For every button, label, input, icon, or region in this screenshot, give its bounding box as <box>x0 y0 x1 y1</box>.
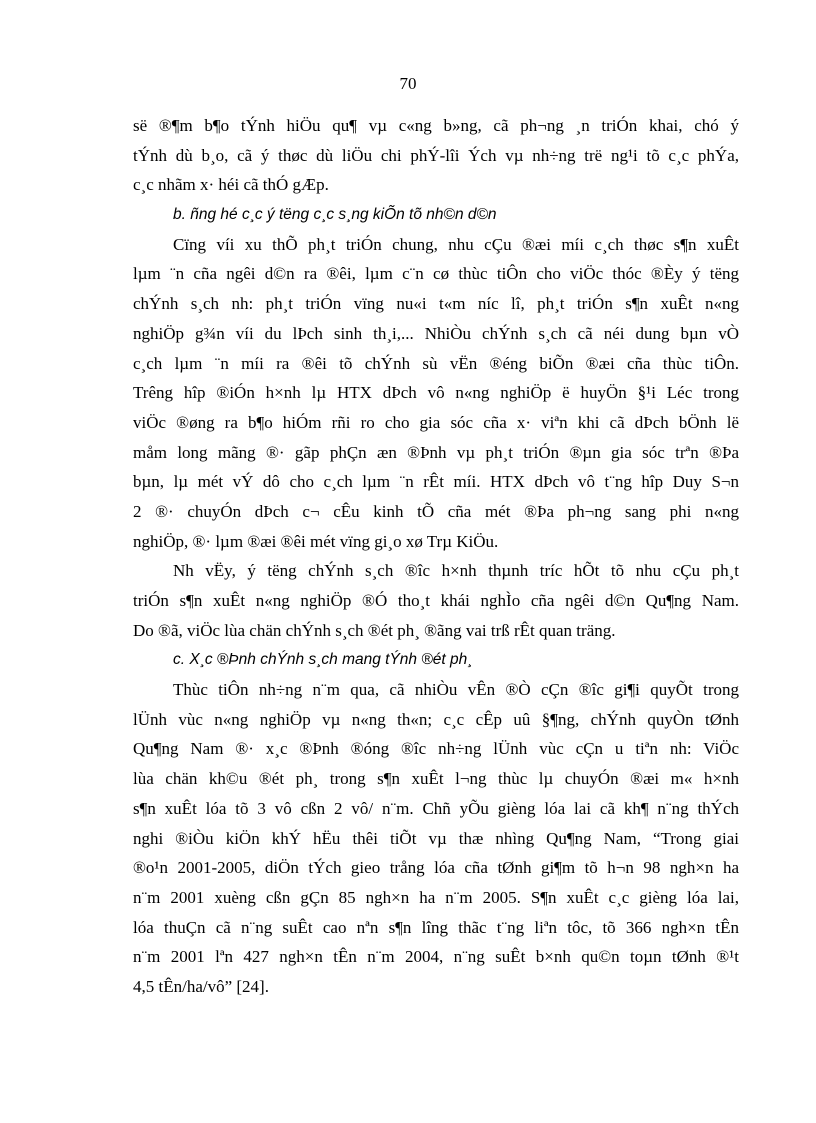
section-heading: c. X¸c ®Þnh chÝnh s¸ch mang tÝnh ®ét ph¸ <box>173 651 473 669</box>
text-line: chÝnh s¸ch nh: ph¸t triÓn vïng nu«i t«m níc lî, ph¸t triÓn s¶n xuÊt n«ng <box>133 294 739 314</box>
text-line: 4,5 tÊn/ha/vô” [24]. <box>133 976 269 996</box>
text-line: lùa chän kh©u ®ét ph¸ trong s¶n xuÊt l¬ng thùc lµ chuyÓn ®æi m« h×nh <box>133 769 739 789</box>
text-line: triÓn s¶n xuÊt n«ng nghiÖp ®Ó tho¸t khái nghÌo cña ngêi d©n Qu¶ng Nam. <box>133 591 739 610</box>
text-line: n¨m 2001 lªn 427 ngh×n tÊn n¨m 2004, n¨ng suÊt b×nh qu©n toµn tØnh ®¹t <box>133 947 739 967</box>
text-line: lµm ¨n cña ngêi d©n ra ®êi, lµm c¨n cø thùc tiÔn cho viÖc thóc ®Èy ý tëng <box>133 264 739 284</box>
text-line: Trêng hîp ®iÓn h×nh lµ HTX dÞch vô n«ng nghiÖp ë huyÖn §¹i Léc trong <box>133 383 739 403</box>
text-line: bµn, lµ mét vÝ dô cho c¸ch lµm ¨n rÊt míi. HTX dÞch vô t¨ng hîp Duy S¬n <box>133 472 739 492</box>
text-line: së ®¶m b¶o tÝnh hiÖu qu¶ vµ c«ng b»ng, cã ph¬ng ¸n triÓn khai, chó ý <box>133 116 739 135</box>
text-line: n¨m 2001 xuèng cßn gÇn 85 ngh×n ha n¨m 2005. S¶n xuÊt c¸c gièng lóa lai, <box>133 887 739 907</box>
text-line: viÖc ®øng ra b¶o hiÓm rñi ro cho gia sóc cña x· viªn khi cã dÞch bÖnh lë <box>133 412 739 432</box>
text-line: c¸ch lµm ¨n míi ra ®êi tõ chÝnh sù vËn ®éng biÕn ®æi cña thùc tiÔn. <box>133 353 739 373</box>
text-line: ®o¹n 2001-2005, diÖn tÝch gieo trång lóa cña tØnh gi¶m tõ h¬n 98 ngh×n ha <box>133 858 739 878</box>
text-line: lÜnh vùc n«ng nghiÖp vµ n«ng th«n; c¸c cÊp uû §¶ng, chÝnh quyÒn tØnh <box>133 709 739 729</box>
text-line: Nh vËy, ý tëng chÝnh s¸ch ®îc h×nh thµnh tríc hÕt tõ nhu cÇu ph¸t <box>173 561 739 581</box>
text-line: 2 ®· chuyÓn dÞch c¬ cÊu kinh tÕ cña mét ®Þa ph¬ng sang phi n«ng <box>133 501 739 521</box>
page-number: 70 <box>399 74 417 93</box>
text-line: nghiÖp g¾n víi du lÞch sinh th¸i,... NhiÒu chÝnh s¸ch cã néi dung bµn vÒ <box>133 323 739 343</box>
section-heading: b. ñng hé c¸c ý tëng c¸c s¸ng kiÕn tõ nh©n d©n <box>173 206 497 224</box>
text-line: Cïng víi xu thÕ ph¸t triÓn chung, nhu cÇu ®æi míi c¸ch thøc s¶n xuÊt <box>173 234 739 254</box>
text-line: Thùc tiÔn nh÷ng n¨m qua, cã nhiÒu vÊn ®Ò cÇn ®îc gi¶i quyÕt trong <box>173 680 739 700</box>
text-line: lóa thuÇn cã n¨ng suÊt cao nªn s¶n lîng thãc t¨ng liªn tôc, tõ 366 ngh×n tÊn <box>133 917 739 937</box>
text-line: nghiÖp, ®· lµm ®æi ®êi mét vïng gi¸o xø Trµ KiÖu. <box>133 531 499 551</box>
text-line: Qu¶ng Nam ®· x¸c ®Þnh ®óng ®îc nh÷ng lÜnh vùc cÇn u tiªn nh: ViÖc <box>133 739 739 759</box>
text-line: Do ®ã, viÖc lùa chän chÝnh s¸ch ®ét ph¸ ®ãng vai trß rÊt quan träng. <box>133 620 616 640</box>
text-line: c¸c nhãm x· héi cã thÓ gÆp. <box>133 175 329 195</box>
body-text <box>133 111 739 1002</box>
text-line: s¶n xuÊt lóa tõ 3 vô cßn 2 vô/ n¨m. Chñ yÕu gièng lóa lai cã kh¶ n¨ng thÝch <box>133 798 739 818</box>
text-line: måm long mãng ®· gãp phÇn æn ®Þnh vµ ph¸t triÓn ®µn gia sóc trªn ®Þa <box>133 442 739 462</box>
text-line: nghi ®iÒu kiÖn khÝ hËu thêi tiÕt vµ thæ nhìng Qu¶ng Nam, “Trong giai <box>133 828 739 848</box>
text-line: tÝnh dù b¸o, cã ý thøc dù liÖu chi phÝ-lîi Ých vµ nh÷ng trë ng¹i tõ c¸c phÝa, <box>133 145 739 165</box>
